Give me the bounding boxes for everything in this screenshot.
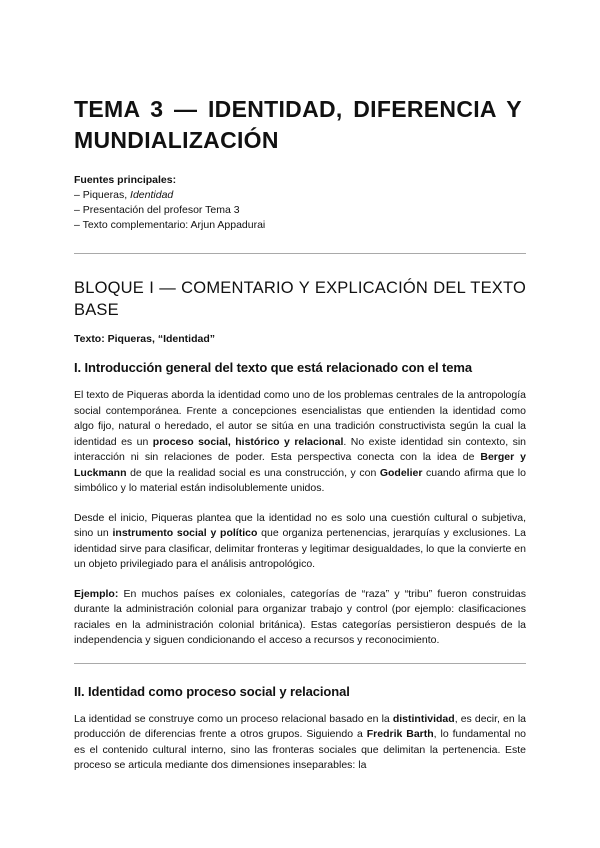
sources-header: Fuentes principales: [74,174,177,186]
source-item-appadurai: – Texto complementario: Arjun Appadurai [74,219,266,231]
source-item-piqueras [74,188,526,203]
section-heading-intro: I. Introducción general del texto que está relacionado con el tema [74,360,472,375]
text-run: El texto de Piqueras aborda la identidad como uno de los problemas centrales de la antropología social contemporánea. Frente a concepciones esencialistas que entienden la identidad como algo fijo, natural o heredado, el autor se sitúa en una tradición constructivista según la cual la identidad es un [74,389,526,448]
sources-list [74,173,526,233]
source-item-presentation: – Presentación del profesor Tema 3 [74,204,240,216]
document-title: TEMA 3 — IDENTIDAD, DIFERENCIA Y MUNDIALIZACIÓN [74,96,522,153]
text-run: , lo fundamental no es el contenido cultural interno, sino las fronteras sociales que delimitan la pertenencia. Este proceso se articula mediante dos dimensiones inseparables: la [74,728,526,771]
text-run: cuando afirma que lo simbólico y lo material están indisolublemente unidos. [74,466,526,494]
bold-term: instrumento social y político [112,527,258,539]
text-run: , es decir, en la producción de diferencias frente a otros grupos. Siguiendo a [74,712,526,740]
bold-term: Berger y Luckmann [74,451,526,479]
block-title: BLOQUE I — COMENTARIO Y EXPLICACIÓN DEL TEXTO BASE [74,279,526,319]
bold-term: Godelier [379,466,423,479]
paragraph-example [74,587,526,649]
divider [74,253,526,254]
text-run: que organiza pertenencias, jerarquías y exclusiones. La identidad sirve para clasificar, delimitar fronteras y legitimar desigualdades, lo que la convierte en un objeto privilegiado para el análisis antropológico. [74,527,526,570]
paragraph-intro-1 [74,388,526,497]
text-run: de que la realidad social es una construcción, y con [126,466,380,479]
source-item-piqueras-title: Identidad [130,189,174,201]
document-content [74,94,526,774]
bold-term: distintividad [392,712,455,725]
source-item-piqueras-prefix: – Piqueras, [74,189,131,201]
text-run: . No existe identidad sin contexto, sin interacción ni sin relaciones de poder. Esta perspectiva conecta con la idea de [74,435,526,463]
bold-term: proceso social, histórico y relacional [152,435,344,448]
text-label: Texto: Piqueras, “Identidad” [74,333,215,345]
divider [74,663,526,664]
paragraph-identity-1 [74,712,526,774]
bold-term: Ejemplo: [74,587,119,600]
text-run: En muchos países ex coloniales, categorías de “raza” y “tribu” fueron construidas durante la administración colonial para organizar trabajo y control (por ejemplo: clasificaciones raciales en la administración colonial británica). Estas categorías persistieron después de la independencia y siguen condicionando el acceso a recursos y reconocimiento. [74,587,526,646]
bold-term: Fredrik Barth [366,728,434,740]
section-heading-identity: II. Identidad como proceso social y relacional [74,683,350,699]
paragraph-intro-2 [74,511,526,573]
text-run: La identidad se construye como un proceso relacional basado en la [74,712,393,725]
text-run: Desde el inicio, Piqueras plantea que la identidad no es solo una cuestión cultural o subjetiva, sino un [74,511,526,539]
